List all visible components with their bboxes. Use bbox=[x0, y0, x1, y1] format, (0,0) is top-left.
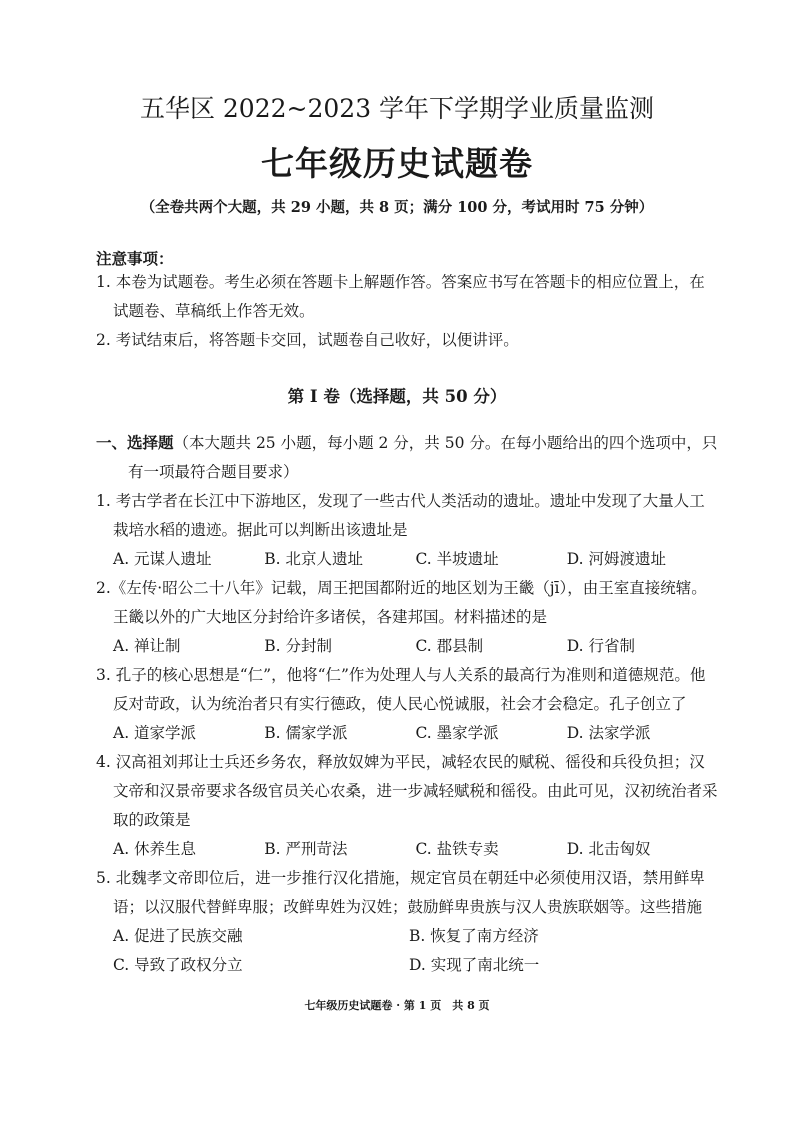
option-d: D. 行省制 bbox=[566, 637, 635, 655]
option-b: B. 儒家学派 bbox=[264, 724, 348, 742]
question-options-1 bbox=[96, 545, 718, 574]
question-stem-4: 4. 汉高祖刘邦让士兵还乡务农，释放奴婢为平民，减轻农民的赋税、徭役和兵役负担；汉文帝和汉景帝要求各级官员关心农桑，进一步减轻赋税和徭役。由此可见，汉初统治者采取的政策是 bbox=[96, 753, 718, 829]
exam-subtitle: 七年级历史试题卷 bbox=[261, 144, 533, 183]
option-a: A. 促进了民族交融 bbox=[113, 927, 243, 945]
note-item-1: 1. 本卷为试题卷。考生必须在答题卡上解题作答。答案应书写在答题卡的相应位置上，在试题卷、草稿纸上作答无效。 bbox=[96, 273, 705, 320]
question-options-5-row-2 bbox=[96, 951, 718, 980]
part-description: （本大题共 25 小题，每小题 2 分，共 50 分。在每小题给出的四个选项中，只有一项最符合题目要求） bbox=[128, 434, 718, 481]
question-options-2 bbox=[96, 632, 718, 661]
option-d: D. 河姆渡遗址 bbox=[566, 550, 666, 568]
option-c: C. 导致了政权分立 bbox=[113, 956, 243, 974]
question-stem-1: 1. 考古学者在长江中下游地区，发现了一些古代人类活动的遗址。遗址中发现了大量人工栽培水稻的遗迹。据此可以判断出该遗址是 bbox=[96, 492, 705, 539]
option-c: C. 半坡遗址 bbox=[415, 550, 499, 568]
question-options-3 bbox=[96, 719, 718, 748]
exam-info: （全卷共两个大题，共 29 小题，共 8 页；满分 100 分，考试用时 75 分钟） bbox=[140, 199, 654, 216]
notes-list bbox=[96, 268, 716, 355]
option-c: C. 郡县制 bbox=[415, 637, 484, 655]
option-b: B. 分封制 bbox=[264, 637, 332, 655]
question-stem-5: 5. 北魏孝文帝即位后，进一步推行汉化措施，规定官员在朝廷中必须使用汉语，禁用鲜卑语；以汉服代替鲜卑服；改鲜卑姓为汉姓；鼓励鲜卑贵族与汉人贵族联姻等。这些措施 bbox=[96, 869, 705, 916]
option-d: D. 北击匈奴 bbox=[566, 840, 651, 858]
option-a: A. 休养生息 bbox=[113, 840, 197, 858]
option-a: A. 道家学派 bbox=[113, 724, 197, 742]
question-options-4 bbox=[96, 835, 718, 864]
question-stem-3: 3. 孔子的核心思想是“仁”，他将“仁”作为处理人与人关系的最高行为准则和道德规范。他反对苛政，认为统治者只有实行德政，使人民心悦诚服，社会才会稳定。孔子创立了 bbox=[96, 666, 706, 713]
question-options-5-row-1 bbox=[96, 922, 718, 951]
question-stem-2: 2.《左传·昭公二十八年》记载，周王把国都附近的地区划为王畿（jī），由王室直接统辖。王畿以外的广大地区分封给许多诸侯，各建邦国。材料描述的是 bbox=[96, 579, 707, 626]
option-d: D. 实现了南北统一 bbox=[409, 956, 540, 974]
page-footer: 七年级历史试题卷 · 第 1 页 共 8 页 bbox=[304, 999, 490, 1012]
option-c: C. 盐铁专卖 bbox=[415, 840, 499, 858]
notes-heading: 注意事项： bbox=[96, 249, 174, 268]
option-a: A. 禅让制 bbox=[113, 637, 181, 655]
option-a: A. 元谋人遗址 bbox=[113, 550, 212, 568]
part-label: 一、选择题 bbox=[96, 433, 174, 452]
option-d: D. 法家学派 bbox=[566, 724, 651, 742]
section-title: 第 I 卷（选择题，共 50 分） bbox=[287, 387, 507, 406]
option-b: B. 恢复了南方经济 bbox=[409, 927, 539, 945]
part-heading bbox=[96, 428, 718, 487]
note-item-2: 2. 考试结束后，将答题卡交回，试题卷自己收好，以便讲评。 bbox=[96, 331, 519, 349]
option-b: B. 严刑苛法 bbox=[264, 840, 348, 858]
question-block bbox=[96, 428, 718, 980]
exam-title: 五华区 2022~2023 学年下学期学业质量监测 bbox=[139, 94, 655, 123]
option-c: C. 墨家学派 bbox=[415, 724, 499, 742]
option-b: B. 北京人遗址 bbox=[264, 550, 363, 568]
